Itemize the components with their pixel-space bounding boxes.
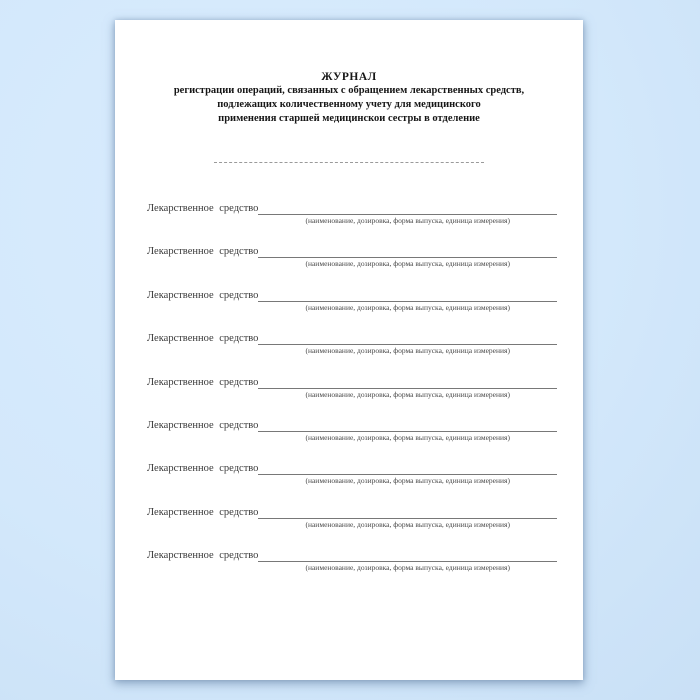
drug-fill-line bbox=[258, 549, 557, 573]
document-page bbox=[115, 20, 583, 680]
title-line-3: подлежащих количественному учету для медицинского bbox=[217, 99, 481, 110]
drug-row-label: Лекарственное средство bbox=[147, 506, 259, 518]
drug-row-label: Лекарственное средство bbox=[147, 463, 259, 475]
drug-entry-row bbox=[115, 332, 583, 375]
drug-entry-row bbox=[115, 462, 583, 505]
drug-row-label: Лекарственное средство bbox=[147, 203, 259, 214]
drug-row-label: Лекарственное средство bbox=[147, 419, 259, 431]
drug-fill-line bbox=[258, 462, 557, 486]
title-line-2: регистрации операций, связанных с обращением лекарственных средств, bbox=[173, 85, 525, 96]
drug-fill-caption: (наименование, дозировка, форма выпуска, единица измерения) bbox=[305, 259, 510, 269]
document-title bbox=[115, 20, 583, 126]
title-line-4: применения старшей медицинскои сестры в отделение bbox=[218, 113, 480, 124]
drug-entry-row bbox=[115, 419, 583, 462]
drug-row-label: Лекарственное средство bbox=[147, 333, 259, 345]
drug-fill-caption: (наименование, дозировка, форма выпуска, единица измерения) bbox=[305, 563, 510, 573]
drug-fill-caption: (наименование, дозировка, форма выпуска, единица измерения) bbox=[305, 519, 510, 529]
drug-fill-line bbox=[258, 376, 557, 399]
drug-fill-caption: (наименование, дозировка, форма выпуска, единица измерения) bbox=[305, 476, 510, 486]
drug-row-label: Лекарственное средство bbox=[147, 550, 259, 562]
drug-fill-line bbox=[258, 506, 557, 529]
drug-fill-caption: (наименование, дозировка, форма выпуска, единица измерения) bbox=[305, 302, 510, 312]
drug-fill-line bbox=[258, 202, 557, 225]
drug-fill-line bbox=[258, 245, 557, 269]
drug-entry-row bbox=[115, 549, 583, 592]
drug-entry-row bbox=[115, 202, 583, 245]
drug-fill-caption: (наименование, дозировка, форма выпуска, единица измерения) bbox=[305, 432, 510, 442]
title-line-1: ЖУРНАЛ bbox=[321, 71, 377, 83]
drug-fill-caption: (наименование, дозировка, форма выпуска, единица измерения) bbox=[305, 216, 510, 225]
drug-entry-row bbox=[115, 506, 583, 549]
drug-entry-row bbox=[115, 245, 583, 288]
drug-row-label: Лекарственное средство bbox=[147, 289, 259, 301]
drug-fill-line bbox=[258, 419, 557, 442]
drug-entry-row bbox=[115, 289, 583, 332]
drug-fill-line bbox=[258, 332, 557, 356]
drug-fill-caption: (наименование, дозировка, форма выпуска, единица измерения) bbox=[305, 346, 510, 356]
drug-row-label: Лекарственное средство bbox=[147, 246, 259, 258]
drug-entry-rows bbox=[115, 202, 583, 593]
drug-fill-caption: (наименование, дозировка, форма выпуска, единица измерения) bbox=[305, 389, 510, 399]
drug-row-label: Лекарственное средство bbox=[147, 376, 259, 388]
header-fill-line bbox=[214, 162, 484, 163]
drug-entry-row bbox=[115, 376, 583, 419]
drug-fill-line bbox=[258, 289, 557, 312]
